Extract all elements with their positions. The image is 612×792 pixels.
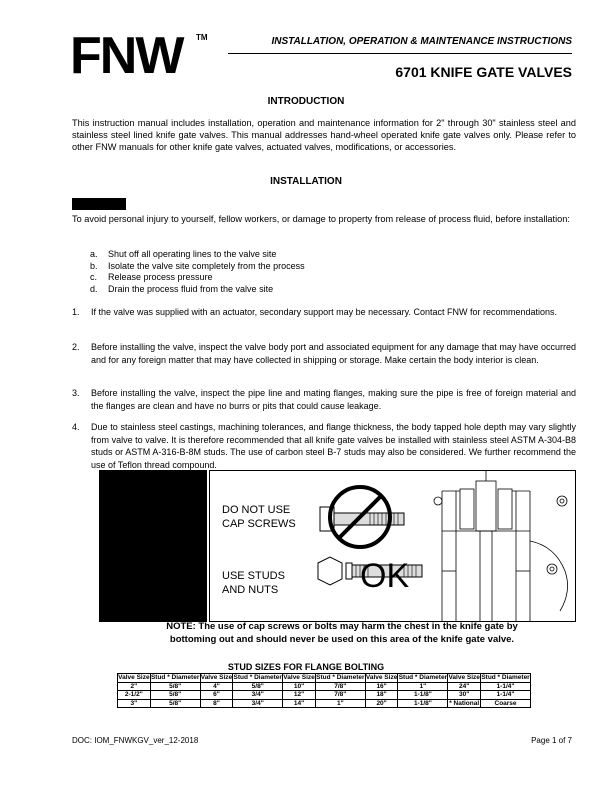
footer-doc-id: DOC: IOM_FNWKGV_ver_12-2018 bbox=[72, 736, 199, 745]
step-item: b. Isolate the valve site completely from the process bbox=[90, 260, 305, 271]
label-use-studs: USE STUDS bbox=[222, 570, 285, 582]
table-cell: 1-1/4" bbox=[481, 691, 531, 700]
numbered-item-2: 2. Before installing the valve, inspect the valve body port and associated equipment for any damage that may have occurred and for any foreign matter that may have collected in shipping or storage. Make certain the body interior is clean. bbox=[72, 342, 576, 365]
stud-diagram bbox=[210, 471, 576, 622]
table-header-row bbox=[118, 674, 531, 683]
table-cell: 1-1/8" bbox=[398, 691, 448, 700]
stud-sizes-table bbox=[117, 673, 531, 708]
table-cell: 4" bbox=[200, 682, 233, 691]
table-cell: Coarse bbox=[481, 699, 531, 708]
table-cell: 3" bbox=[118, 699, 151, 708]
installation-heading: INSTALLATION bbox=[270, 176, 342, 187]
table-row bbox=[118, 682, 531, 691]
table-cell: 3/4" bbox=[233, 691, 283, 700]
table-cell: 1-1/8" bbox=[398, 699, 448, 708]
table-cell: 5/8" bbox=[150, 691, 200, 700]
col-header: Valve Size bbox=[365, 674, 398, 681]
step-item: d. Drain the process fluid from the valve site bbox=[90, 283, 274, 294]
table-cell: 14" bbox=[283, 699, 316, 708]
numbered-item-3: 3. Before installing the valve, inspect the pipe line and mating flanges, making sure the pipe is free of foreign material and the flanges are clean and have no burrs or pits that could cause leakage. bbox=[72, 388, 576, 411]
col-header: Stud * Diameter bbox=[150, 674, 200, 681]
label-cap-screws: CAP SCREWS bbox=[222, 518, 296, 530]
knife-gate-valve-section-drawing bbox=[434, 471, 568, 622]
table-cell: 8" bbox=[200, 699, 233, 708]
document-title: 6701 KNIFE GATE VALVES bbox=[395, 64, 572, 80]
trademark-symbol: TM bbox=[196, 33, 208, 42]
col-header: Valve Size bbox=[118, 674, 150, 681]
stud-installation-figure bbox=[209, 470, 576, 622]
table-cell: 1" bbox=[315, 699, 365, 708]
table-cell: 2" bbox=[118, 682, 151, 691]
table-cell: 10" bbox=[283, 682, 316, 691]
col-header: Stud * Diameter bbox=[316, 674, 365, 681]
table-cell: 1" bbox=[398, 682, 448, 691]
footer-page-number: Page 1 of 7 bbox=[531, 736, 572, 745]
step-item: c. Release process pressure bbox=[90, 272, 213, 282]
table-row bbox=[118, 699, 531, 708]
table-cell: 30" bbox=[448, 691, 481, 700]
table-cell: 20" bbox=[365, 699, 398, 708]
table-cell: 24" bbox=[448, 682, 481, 691]
table-cell: 1-1/4" bbox=[481, 682, 531, 691]
fnw-logo: FNW bbox=[70, 27, 183, 85]
table-title: STUD SIZES FOR FLANGE BOLTING bbox=[227, 662, 385, 672]
ok-label: OK bbox=[360, 557, 410, 595]
label-and-nuts: AND NUTS bbox=[222, 584, 279, 596]
table-cell: 7/8" bbox=[315, 682, 365, 691]
table-row bbox=[118, 691, 531, 700]
col-header: Stud * Diameter bbox=[398, 674, 448, 681]
introduction-text: This instruction manual includes installation, operation and maintenance information for 2" through 30" stainless steel and stainless steel lined knife gate valves. This manual addresses hand-wheel operated knife gate valves only. Please refer to other FNW manuals for other knife gate valves, actuated valves, modifications, or accessories. bbox=[72, 118, 576, 152]
step-item: a. Shut off all operating lines to the valve site bbox=[90, 249, 277, 259]
numbered-item-4: 4. Due to stainless steel castings, machining tolerances, and flange thickness, the body tapped hole depth may vary slightly from valve to valve. It is therefore recommended that all knife gate valves be installed with stainless steel ASTM A-304-B8 studs or ASTM A-316-B-8M studs. The use of carbon steel B-7 studs may also be considered. We further recommend the use of Teflon thread compound. bbox=[72, 422, 576, 470]
redacted-warning-label bbox=[72, 198, 126, 210]
col-header: Valve Size bbox=[283, 674, 315, 681]
col-header: Stud * Diameter bbox=[233, 674, 282, 681]
table-cell: 5/8" bbox=[233, 682, 283, 691]
warning-text: To avoid personal injury to yourself, fellow workers, or damage to property from release of process fluid, before installation: bbox=[72, 214, 570, 224]
table-cell: 12" bbox=[283, 691, 316, 700]
table-cell: 3/4" bbox=[233, 699, 283, 708]
table-cell: 5/8" bbox=[150, 699, 200, 708]
table-cell: 16" bbox=[365, 682, 398, 691]
col-header: Valve Size bbox=[448, 674, 480, 681]
header-rule bbox=[228, 53, 572, 54]
header-instructions: INSTALLATION, OPERATION & MAINTENANCE INSTRUCTIONS bbox=[271, 36, 572, 47]
table-cell: 6" bbox=[200, 691, 233, 700]
redacted-warning-panel bbox=[99, 470, 207, 622]
table-cell: 18" bbox=[365, 691, 398, 700]
table-cell: 7/8" bbox=[315, 691, 365, 700]
col-header: Valve Size bbox=[200, 674, 233, 681]
note-line-1: NOTE: The use of cap screws or bolts may harm the chest in the knife gate by bbox=[166, 621, 518, 632]
table-cell: * National bbox=[449, 699, 480, 707]
table-cell: 2-1/2" bbox=[118, 691, 151, 700]
col-header: Stud * Diameter bbox=[481, 674, 530, 681]
numbered-item-1: 1. If the valve was supplied with an actuator, secondary support may be necessary. Contact FNW for recommendations. bbox=[72, 307, 558, 317]
note-line-2: bottoming out and should never be used on this area of the knife gate valve. bbox=[169, 634, 515, 645]
label-do-not-use: DO NOT USE bbox=[222, 504, 291, 516]
introduction-heading: INTRODUCTION bbox=[267, 96, 345, 107]
table-cell: 5/8" bbox=[150, 682, 200, 691]
steps-list bbox=[90, 249, 305, 295]
